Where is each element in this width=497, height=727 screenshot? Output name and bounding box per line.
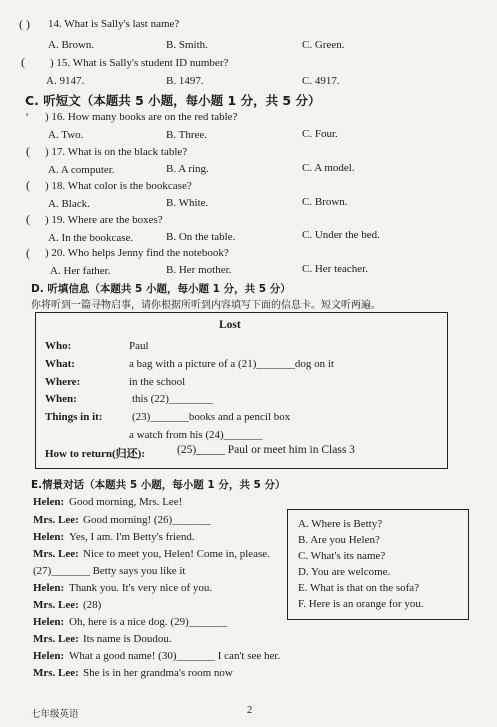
question-15-option-c: C. 4917. <box>302 75 340 87</box>
dialogue-speaker-11: Mrs. Lee: <box>33 667 79 679</box>
card-value-things-extra: a watch from his (24)_______ <box>129 429 263 441</box>
question-19-text: ) 19. Where are the boxes? <box>45 214 163 226</box>
dialogue-option-d: D. You are welcome. <box>298 566 391 578</box>
question-14-option-b: B. Smith. <box>166 39 208 51</box>
dialogue-option-e: E. What is that on the sofa? <box>298 582 420 594</box>
answer-paren-17: ( <box>26 144 30 158</box>
dialogue-line-6: Thank you. It's very nice of you. <box>69 582 213 594</box>
dialogue-line-11: She is in her grandma's room now <box>83 667 233 679</box>
dialogue-line-5: (27)_______ Betty says you like it <box>33 565 186 577</box>
dialogue-speaker-7: Mrs. Lee: <box>33 599 79 611</box>
dialogue-speaker-8: Helen: <box>33 616 65 628</box>
answer-paren-18: ( <box>26 178 30 192</box>
dialogue-speaker-2: Mrs. Lee: <box>33 514 79 526</box>
card-title: Lost <box>219 319 241 331</box>
card-label-things: Things in it: <box>45 411 103 423</box>
card-value-return: (25)_____ Paul or meet him in Class 3 <box>177 444 355 456</box>
question-20-option-c: C. Her teacher. <box>302 263 368 275</box>
dialogue-line-7: (28) <box>83 599 102 611</box>
question-14-text: 14. What is Sally's last name? <box>48 18 180 30</box>
page-number: 2 <box>247 705 253 716</box>
footer-subject: 七年级英语 <box>31 709 79 720</box>
question-20-text: ) 20. Who helps Jenny find the notebook? <box>45 247 229 259</box>
dialogue-speaker-6: Helen: <box>33 582 65 594</box>
card-value-who: Paul <box>129 340 149 352</box>
dialogue-speaker-9: Mrs. Lee: <box>33 633 79 645</box>
card-label-when: When: <box>45 393 77 405</box>
question-17-option-a: A. A computer. <box>48 164 115 176</box>
question-18-option-b: B. White. <box>166 197 209 209</box>
question-16-option-b: B. Three. <box>166 129 208 141</box>
question-18-option-a: A. Black. <box>48 198 90 210</box>
part-c-heading: C. 听短文（本题共 5 小题，每小题 1 分，共 5 分） <box>25 93 321 108</box>
dialogue-line-1: Good morning, Mrs. Lee! <box>69 496 183 508</box>
dialogue-option-f: F. Here is an orange for you. <box>298 598 424 610</box>
question-16-text: ) 16. How many books are on the red table? <box>45 111 238 123</box>
dialogue-line-4: Nice to meet you, Helen! Come in, please. <box>83 548 270 560</box>
dialogue-options-box <box>287 509 469 620</box>
question-17-option-c: C. A model. <box>302 162 355 174</box>
lost-info-card <box>35 312 448 469</box>
dialogue-line-8: Oh, here is a nice dog. (29)_______ <box>69 616 228 628</box>
question-15-option-b: B. 1497. <box>166 75 204 87</box>
dialogue-line-2: Good morning! (26)_______ <box>83 514 211 526</box>
question-15-option-a: A. 9147. <box>46 75 85 87</box>
answer-paren-14: ( ) <box>19 17 30 31</box>
card-value-where: in the school <box>129 376 186 388</box>
part-d-heading: D. 听填信息（本题共 5 小题，每小题 1 分，共 5 分） <box>31 283 291 295</box>
question-20-option-b: B. Her mother. <box>166 264 232 276</box>
question-18-text: ) 18. What color is the bookcase? <box>45 180 192 192</box>
question-16-option-c: C. Four. <box>302 128 338 140</box>
card-label-where: Where: <box>45 376 81 388</box>
card-label-what: What: <box>45 358 75 370</box>
dialogue-option-a: A. Where is Betty? <box>298 518 383 530</box>
answer-paren-20: ( <box>26 246 30 260</box>
question-19-option-b: B. On the table. <box>166 231 236 243</box>
question-14-option-c: C. Green. <box>302 39 345 51</box>
dialogue-line-3: Yes, I am. I'm Betty's friend. <box>69 531 195 543</box>
dialogue-speaker-1: Helen: <box>33 496 65 508</box>
card-label-return: How to return(归还): <box>45 448 145 460</box>
answer-paren-16: ' <box>26 110 29 124</box>
part-d-instruction: 你将听到一篇寻物启事，请你根据所听到内容填写下面的信息卡。短文听两遍。 <box>31 300 381 311</box>
dialogue-option-c: C. What's its name? <box>298 550 386 562</box>
card-value-when: this (22)________ <box>132 393 213 405</box>
dialogue-line-10: What a good name! (30)_______ I can't see her. <box>69 650 281 662</box>
dialogue-speaker-3: Helen: <box>33 531 65 543</box>
answer-paren-15: ( <box>21 55 25 69</box>
question-17-option-b: B. A ring. <box>166 163 209 175</box>
dialogue-option-b: B. Are you Helen? <box>298 534 380 546</box>
question-18-option-c: C. Brown. <box>302 196 348 208</box>
dialogue-speaker-4: Mrs. Lee: <box>33 548 79 560</box>
question-17-text: ) 17. What is on the black table? <box>45 146 188 158</box>
question-19-option-c: C. Under the bed. <box>302 229 380 241</box>
answer-paren-19: ( <box>26 212 30 226</box>
question-16-option-a: A. Two. <box>48 129 84 141</box>
question-20-option-a: A. Her father. <box>50 265 111 277</box>
question-14-option-a: A. Brown. <box>48 39 95 51</box>
question-19-option-a: A. In the bookcase. <box>48 232 134 244</box>
dialogue-line-9: Its name is Doudou. <box>83 633 172 645</box>
question-15-text: ) 15. What is Sally's student ID number? <box>50 57 229 69</box>
dialogue-speaker-10: Helen: <box>33 650 65 662</box>
card-label-who: Who: <box>45 340 72 352</box>
card-value-things: (23)_______books and a pencil box <box>132 411 291 423</box>
card-value-what: a bag with a picture of a (21)_______dog on it <box>129 358 334 370</box>
part-e-heading: E.情景对话（本题共 5 小题，每小题 1 分，共 5 分） <box>31 479 286 491</box>
